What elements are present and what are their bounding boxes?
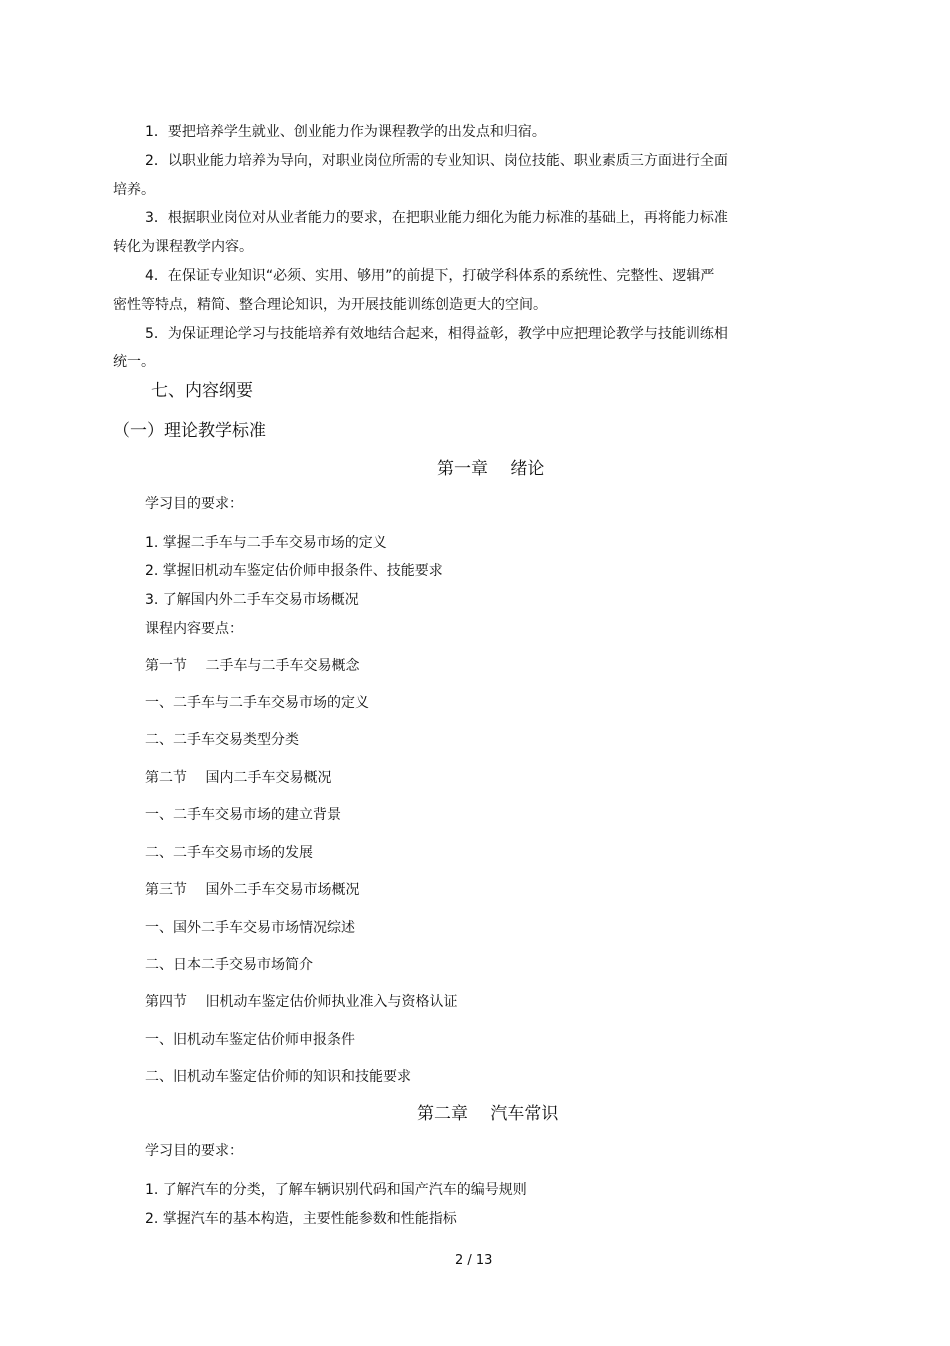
chapter-1-section-heading: 第一节 二手车与二手车交易概念 — [145, 658, 360, 674]
section-heading: 七、内容纲要 — [151, 381, 253, 401]
chapter-1-objective: 1. 掌握二手车与二手车交易市场的定义 — [145, 535, 387, 551]
principle-3-line-1: 3．根据职业岗位对从业者能力的要求，在把职业能力细化为能力标准的基础上，再将能力标准 — [145, 210, 728, 226]
chapter-2-title: 第二章 汽车常识 — [417, 1104, 559, 1124]
chapter-1-topic: 二、二手车交易类型分类 — [145, 732, 299, 748]
principle-4-line-1: 4．在保证专业知识“必须、实用、够用”的前提下，打破学科体系的系统性、完整性、逻辑严 — [145, 268, 715, 284]
chapter-2-objective: 2. 掌握汽车的基本构造，主要性能参数和性能指标 — [145, 1211, 457, 1227]
chapter-1-topic: 一、国外二手车交易市场情况综述 — [145, 920, 355, 936]
subsection-heading: （一）理论教学标准 — [113, 421, 266, 441]
chapter-1-title: 第一章 绪论 — [437, 459, 545, 479]
principle-2-line-1: 2．以职业能力培养为导向，对职业岗位所需的专业知识、岗位技能、职业素质三方面进行全面 — [145, 153, 728, 169]
chapter-1-content-label: 课程内容要点： — [145, 621, 243, 637]
principle-1: 1．要把培养学生就业、创业能力作为课程教学的出发点和归宿。 — [145, 124, 546, 140]
chapter-1-section-heading: 第三节 国外二手车交易市场概况 — [145, 882, 360, 898]
chapter-1-topic: 一、二手车交易市场的建立背景 — [145, 807, 341, 823]
chapter-1-objective: 2. 掌握旧机动车鉴定估价师申报条件、技能要求 — [145, 563, 443, 579]
chapter-1-topic: 二、二手车交易市场的发展 — [145, 845, 313, 861]
principle-5-line-1: 5．为保证理论学习与技能培养有效地结合起来，相得益彰，教学中应把理论教学与技能训练相 — [145, 326, 728, 342]
chapter-1-objective: 3. 了解国内外二手车交易市场概况 — [145, 592, 359, 608]
chapter-1-section-heading: 第四节 旧机动车鉴定估价师执业准入与资格认证 — [145, 994, 458, 1010]
chapter-1-topic: 一、旧机动车鉴定估价师申报条件 — [145, 1032, 355, 1048]
chapter-1-section-heading: 第二节 国内二手车交易概况 — [145, 770, 332, 786]
chapter-1-topic: 二、日本二手交易市场简介 — [145, 957, 313, 973]
principle-2-line-2: 培养。 — [113, 182, 155, 198]
principle-4-line-2: 密性等特点，精简、整合理论知识，为开展技能训练创造更大的空间。 — [113, 297, 547, 313]
page-number: 2 / 13 — [455, 1253, 493, 1268]
chapter-1-objectives-label: 学习目的要求： — [145, 496, 243, 512]
chapter-2-objectives-label: 学习目的要求： — [145, 1143, 243, 1159]
chapter-1-topic: 一、二手车与二手车交易市场的定义 — [145, 695, 369, 711]
chapter-1-topic: 二、旧机动车鉴定估价师的知识和技能要求 — [145, 1069, 411, 1085]
principle-5-line-2: 统一。 — [113, 354, 155, 370]
principle-3-line-2: 转化为课程教学内容。 — [113, 239, 253, 255]
chapter-2-objective: 1. 了解汽车的分类，了解车辆识别代码和国产汽车的编号规则 — [145, 1182, 527, 1198]
